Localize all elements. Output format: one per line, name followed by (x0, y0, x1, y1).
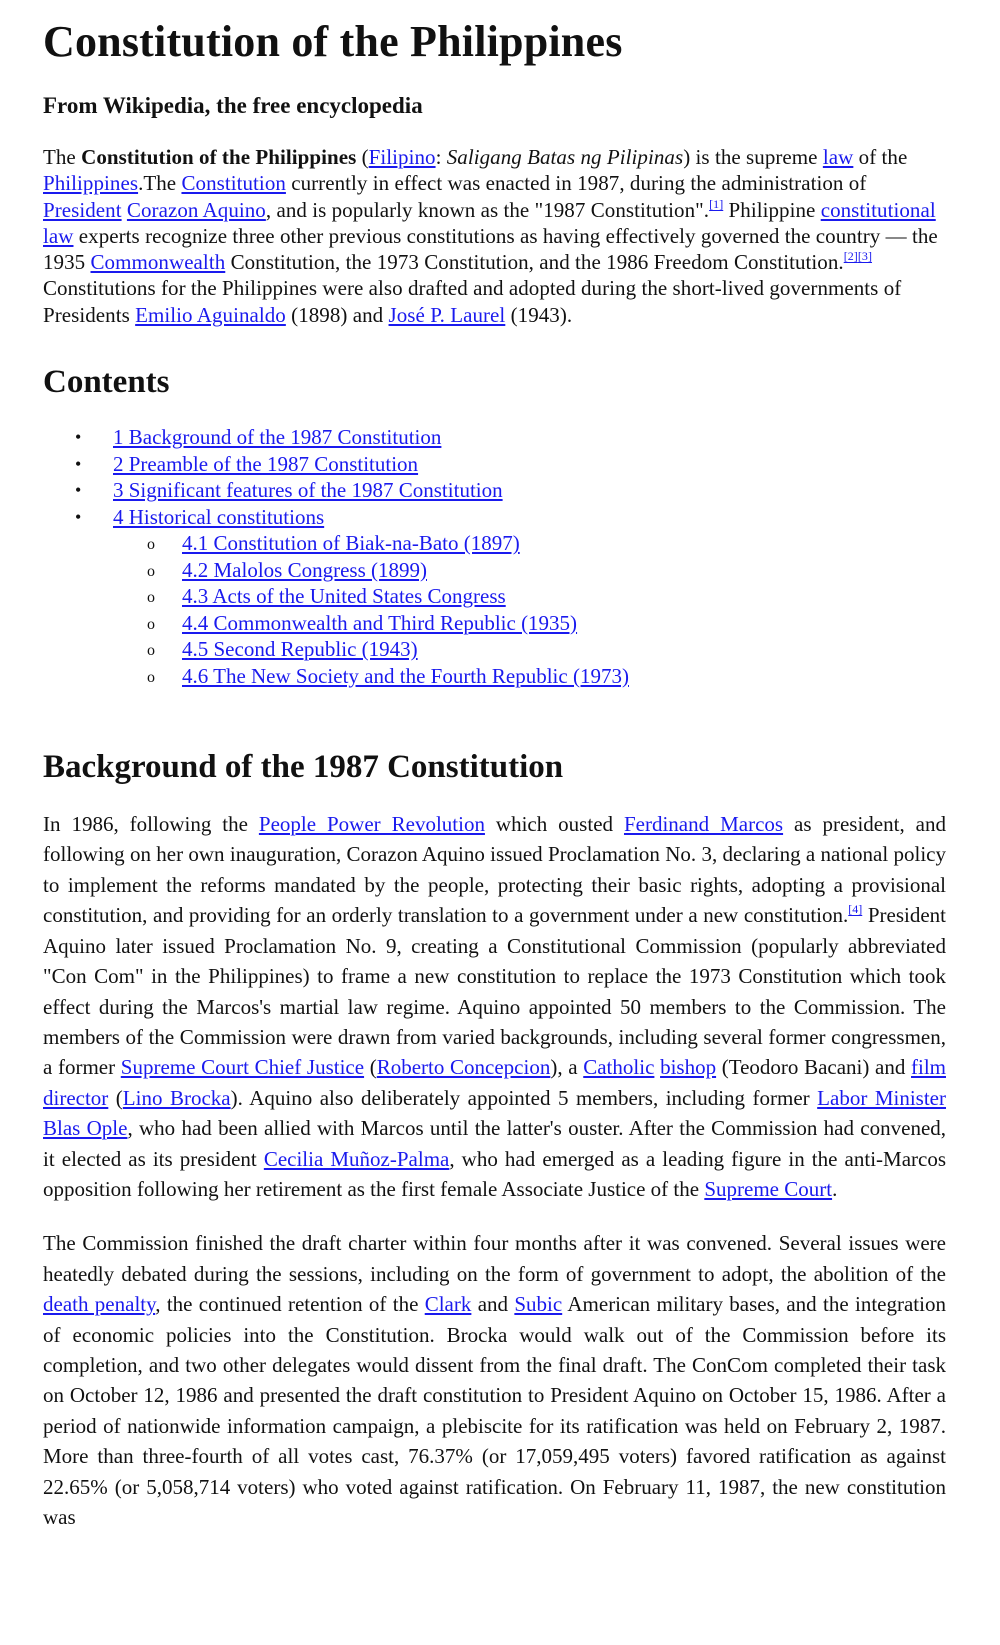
toc-item (43, 451, 946, 478)
table-of-contents (43, 424, 946, 689)
link-death-penalty[interactable]: death penalty (43, 1292, 156, 1317)
article-subject: Constitution of the Philippines (81, 145, 357, 169)
link-corazon-aquino[interactable]: Corazon Aquino (126, 197, 266, 222)
toc-item (43, 424, 946, 451)
toc-item (43, 477, 946, 504)
text: ( (356, 145, 369, 169)
toc-link-malolos[interactable]: 4.2 Malolos Congress (1899) (182, 557, 427, 582)
circle-bullet-icon: o (147, 536, 155, 554)
link-supreme-court[interactable]: Supreme Court (704, 1176, 833, 1201)
text: The (43, 145, 82, 169)
text: (Teodoro Bacani) and (716, 1055, 911, 1080)
link-labor-minister[interactable]: Labor Minister (817, 1085, 946, 1110)
reference-3[interactable]: [3] (857, 249, 873, 264)
page-tagline: From Wikipedia, the free encyclopedia (43, 93, 423, 118)
circle-bullet-icon: o (147, 668, 155, 686)
circle-bullet-icon: o (147, 642, 155, 660)
bullet-icon: • (75, 506, 82, 527)
toc-link-features[interactable]: 3 Significant features of the 1987 Constitution (113, 478, 503, 503)
text: which ousted (484, 812, 624, 837)
circle-bullet-icon: o (147, 562, 155, 580)
text: Constitutions for the Philippines were also drafted and adopted during the short-lived governments of Presidents (43, 276, 902, 327)
filipino-name: Saligang Batas ng Pilipinas (446, 145, 684, 169)
text: , who had been allied with Marcos until the latter's ouster. After the Commission had convened, it elected as its president (43, 1116, 947, 1171)
link-lino-brocka[interactable]: Lino Brocka (122, 1085, 231, 1110)
text: President Aquino later issued Proclamation No. 9, creating a Constitutional Commission (popularly abbreviated "Con Com" in the Philippines) to frame a new constitution to replace the 1973 Constitution which took effect during the Marcos's martial law regime. Aquino appointed 50 members to the Commission. The members of the Commission were drawn from varied backgrounds, including several former congressmen, a former (43, 903, 947, 1080)
toc-subitem (43, 583, 946, 610)
circle-bullet-icon: o (147, 589, 155, 607)
link-people-power[interactable]: People Power Revolution (258, 812, 485, 837)
toc-link-new-society[interactable]: 4.6 The New Society and the Fourth Republic (1973) (182, 663, 629, 688)
bullet-icon: • (75, 480, 82, 501)
text: ) is the supreme (683, 145, 823, 169)
bullet-icon: • (75, 453, 82, 474)
background-paragraph-2 (43, 1228, 946, 1532)
toc-link-us-congress[interactable]: 4.3 Acts of the United States Congress (182, 584, 506, 609)
link-philippines[interactable]: Philippines (43, 171, 139, 196)
link-subic[interactable]: Subic (514, 1292, 563, 1317)
reference-4[interactable]: [4] (848, 902, 863, 917)
text: experts recognize three other previous constitutions as having effectively governed the country — the 1935 (43, 223, 938, 275)
page-title: Constitution of the Philippines (43, 17, 623, 66)
text: and (471, 1292, 515, 1317)
link-catholic[interactable]: Catholic (583, 1055, 655, 1080)
text: In 1986, following the (43, 812, 259, 837)
link-chief-justice[interactable]: Supreme Court Chief Justice (120, 1055, 365, 1080)
toc-subitem (43, 636, 946, 663)
toc-subitem (43, 530, 946, 557)
text: , who had emerged as a leading figure in the anti-Marcos opposition following her retirement as the first female Associate Justice of the (43, 1146, 946, 1201)
article-page (43, 0, 946, 1532)
toc-link-preamble[interactable]: 2 Preamble of the 1987 Constitution (113, 451, 419, 476)
link-roberto-concepcion[interactable]: Roberto Concepcion (376, 1055, 551, 1080)
link-law[interactable]: law (822, 145, 854, 169)
text: . (832, 1176, 838, 1201)
circle-bullet-icon: o (147, 615, 155, 633)
text: ). Aquino also deliberately appointed 5 members, including former (230, 1085, 818, 1110)
link-blas-ople[interactable]: Blas Ople (43, 1116, 128, 1141)
reference-1[interactable]: [1] (709, 196, 724, 211)
link-president[interactable]: President (43, 197, 122, 222)
toc-link-background[interactable]: 1 Background of the 1987 Constitution (113, 425, 442, 450)
link-constitution[interactable]: Constitution (181, 171, 286, 196)
intro-paragraph (43, 144, 946, 328)
toc-subitem (43, 663, 946, 690)
toc-link-biak-na-bato[interactable]: 4.1 Constitution of Biak-na-Bato (1897) (182, 531, 520, 556)
text: ( (364, 1055, 377, 1080)
link-filipino[interactable]: Filipino (368, 145, 436, 169)
link-film-director[interactable]: film director (43, 1055, 946, 1110)
link-emilio-aguinaldo[interactable]: Emilio Aguinaldo (135, 302, 286, 327)
text: (1898) and (285, 302, 389, 327)
text: of the (853, 145, 908, 169)
text: , the continued retention of the (155, 1292, 425, 1317)
reference-2[interactable]: [2] (843, 249, 858, 264)
link-cecilia-munoz-palma[interactable]: Cecilia Muñoz-Palma (263, 1146, 450, 1171)
toc-subitem (43, 557, 946, 584)
text: .The (138, 171, 182, 196)
text: ( (108, 1085, 123, 1110)
link-commonwealth[interactable]: Commonwealth (90, 250, 226, 275)
section-heading-background: Background of the 1987 Constitution (43, 749, 564, 786)
text: Philippine (723, 197, 821, 222)
toc-item (43, 504, 946, 531)
toc-link-historical[interactable]: 4 Historical constitutions (113, 504, 325, 529)
text: (1943). (505, 302, 573, 327)
link-clark[interactable]: Clark (424, 1292, 472, 1317)
toc-subitem (43, 610, 946, 637)
link-jose-laurel[interactable]: José P. Laurel (388, 302, 506, 327)
text: , and is popularly known as the "1987 Constitution". (265, 197, 710, 222)
text: currently in effect was enacted in 1987, during the administration of (285, 171, 867, 196)
link-constitutional-law[interactable]: constitutional law (43, 197, 936, 248)
toc-link-second-republic[interactable]: 4.5 Second Republic (1943) (182, 637, 418, 662)
text: Constitution, the 1973 Constitution, and the 1986 Freedom Constitution. (225, 250, 844, 275)
text: as president, and following on her own inauguration, Corazon Aquino issued Proclamation No. 3, declaring a national policy to implement the reforms mandated by the people, protecting their basic rights, adopting a provisional constitution, and providing for an orderly translation to a government under a new constitution. (43, 812, 946, 928)
text: ), a (550, 1055, 584, 1080)
toc-link-commonwealth[interactable]: 4.4 Commonwealth and Third Republic (1935) (182, 610, 578, 635)
background-paragraph-1 (43, 809, 946, 1204)
text: : (435, 145, 447, 169)
toc-heading: Contents (43, 364, 170, 401)
link-ferdinand-marcos[interactable]: Ferdinand Marcos (623, 812, 784, 837)
bullet-icon: • (75, 427, 82, 448)
text: American military bases, and the integration of economic policies into the Constitution. Brocka would walk out of the Commission before its completion, and two other delegates would dissent from the final draft. The ConCom completed their task on October 12, 1986 and presented the draft constitution to President Aquino on October 15, 1986. After a period of nationwide information campaign, a plebiscite for its ratification was held on February 2, 1987. More than three-fourth of all votes cast, 76.37% (or 17,059,495 voters) favored ratification as against 22.65% (or 5,058,714 voters) who voted against ratification. On February 11, 1987, the new constitution was (43, 1292, 946, 1530)
text: The Commission finished the draft charter within four months after it was convened. Several issues were heatedly debated during the sessions, including on the form of government to adopt, the abolition of the (43, 1231, 946, 1286)
link-bishop[interactable]: bishop (660, 1055, 717, 1080)
